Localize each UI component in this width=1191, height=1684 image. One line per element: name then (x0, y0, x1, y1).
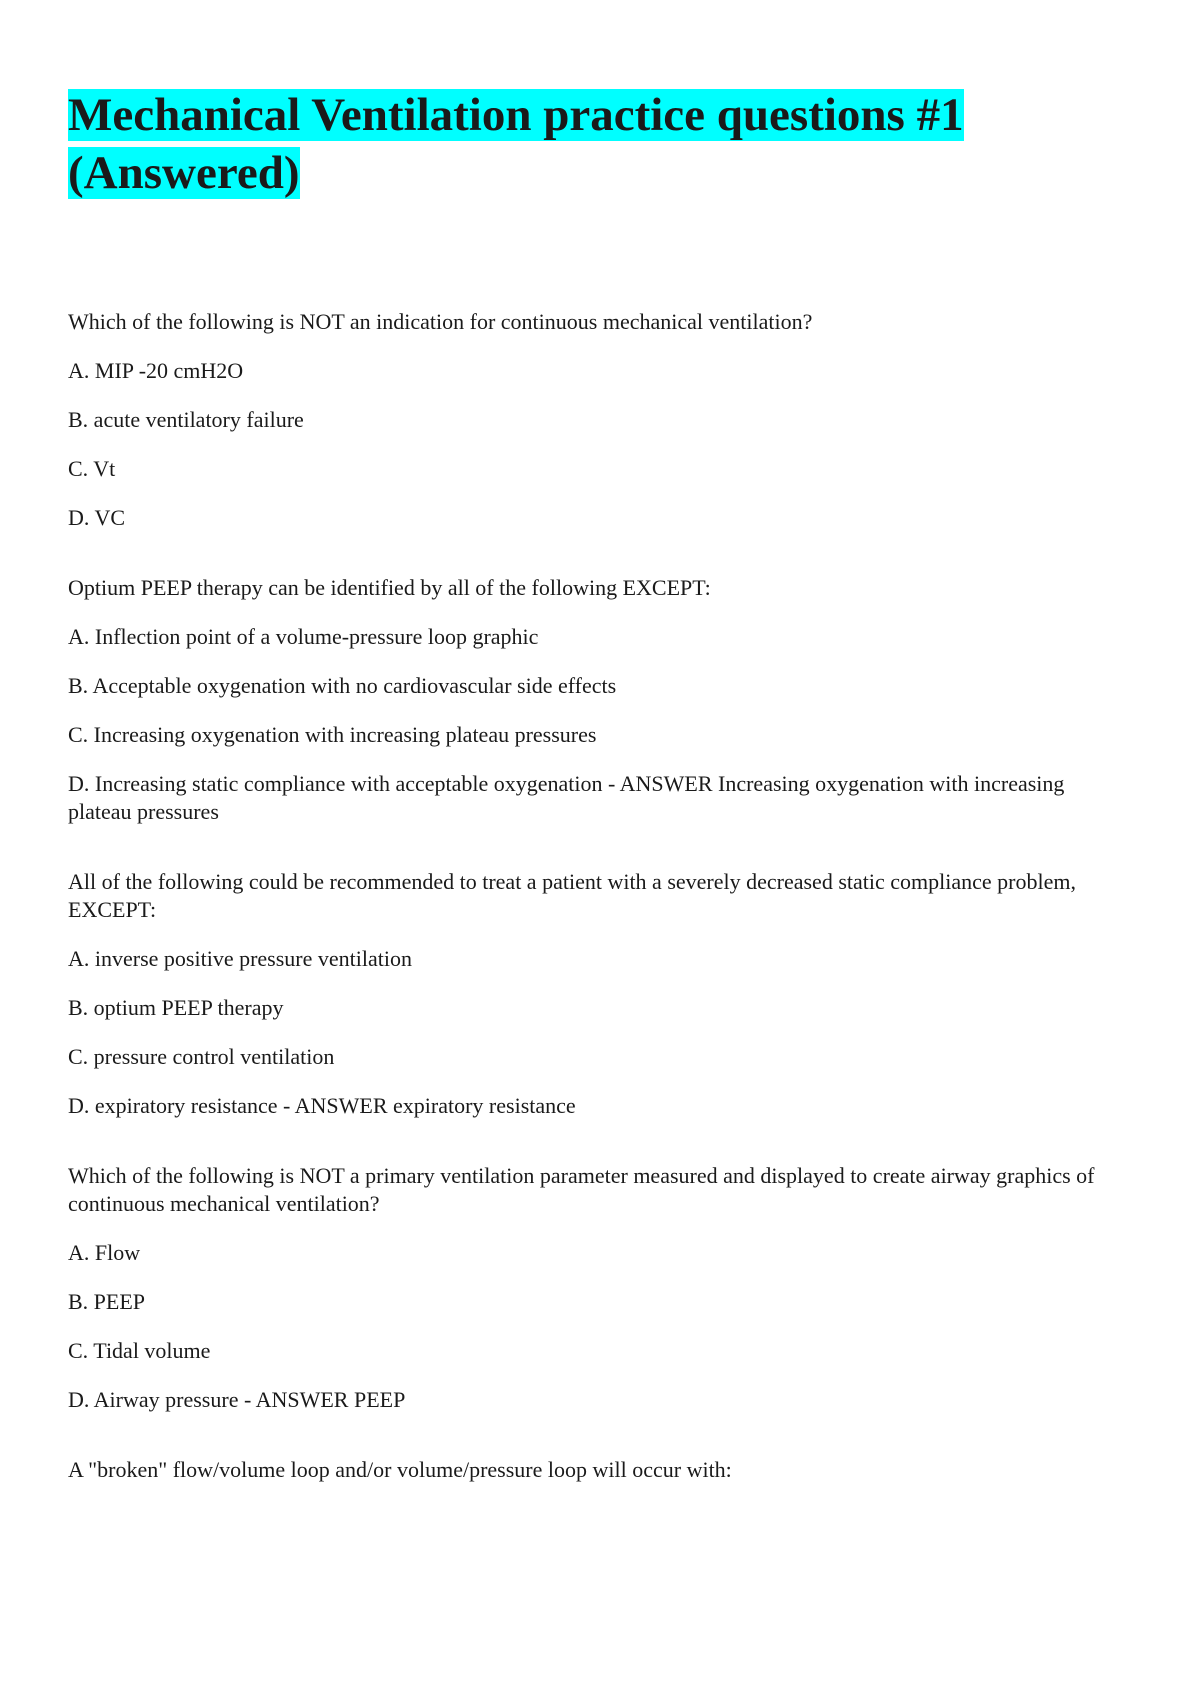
document-title-line-2: (Answered) (68, 147, 300, 199)
answer-option: A. Flow (68, 1240, 141, 1265)
answer-option: B. PEEP (68, 1289, 146, 1314)
document-page (68, 86, 1128, 1526)
answer-option: C. Vt (68, 456, 116, 481)
answer-option: D. VC (68, 505, 126, 530)
question-stem: Which of the following is NOT an indication for continuous mechanical ventilation? (68, 309, 813, 334)
document-title-line-1: Mechanical Ventilation practice questions #1 (68, 89, 964, 141)
question-5 (68, 1456, 1128, 1484)
answer-option: C. Tidal volume (68, 1338, 211, 1363)
answer-option: D. Increasing static compliance with acceptable oxygenation - ANSWER Increasing oxygenation with increasing plateau pressures (68, 771, 1065, 824)
answer-option: B. acute ventilatory failure (68, 407, 304, 432)
question-stem: Optium PEEP therapy can be identified by all of the following EXCEPT: (68, 575, 711, 600)
question-1 (68, 308, 1128, 532)
answer-option: A. Inflection point of a volume-pressure loop graphic (68, 624, 539, 649)
answer-option: C. pressure control ventilation (68, 1044, 335, 1069)
document-title (68, 86, 1128, 202)
answer-option: A. MIP -20 cmH2O (68, 358, 244, 383)
question-4 (68, 1162, 1128, 1414)
answer-option: C. Increasing oxygenation with increasing plateau pressures (68, 722, 597, 747)
question-stem: All of the following could be recommended to treat a patient with a severely decreased static compliance problem, EXCEPT: (68, 869, 1076, 922)
answer-option: D. Airway pressure - ANSWER PEEP (68, 1387, 406, 1412)
answer-option: B. optium PEEP therapy (68, 995, 284, 1020)
question-stem: Which of the following is NOT a primary ventilation parameter measured and displayed to create airway graphics of continuous mechanical ventilation? (68, 1163, 1095, 1216)
answer-option: B. Acceptable oxygenation with no cardiovascular side effects (68, 673, 617, 698)
answer-option: D. expiratory resistance - ANSWER expiratory resistance (68, 1093, 576, 1118)
questions-list (68, 308, 1128, 1484)
question-stem: A "broken" flow/volume loop and/or volume/pressure loop will occur with: (68, 1457, 732, 1482)
question-3 (68, 868, 1128, 1120)
question-2 (68, 574, 1128, 826)
answer-option: A. inverse positive pressure ventilation (68, 946, 412, 971)
